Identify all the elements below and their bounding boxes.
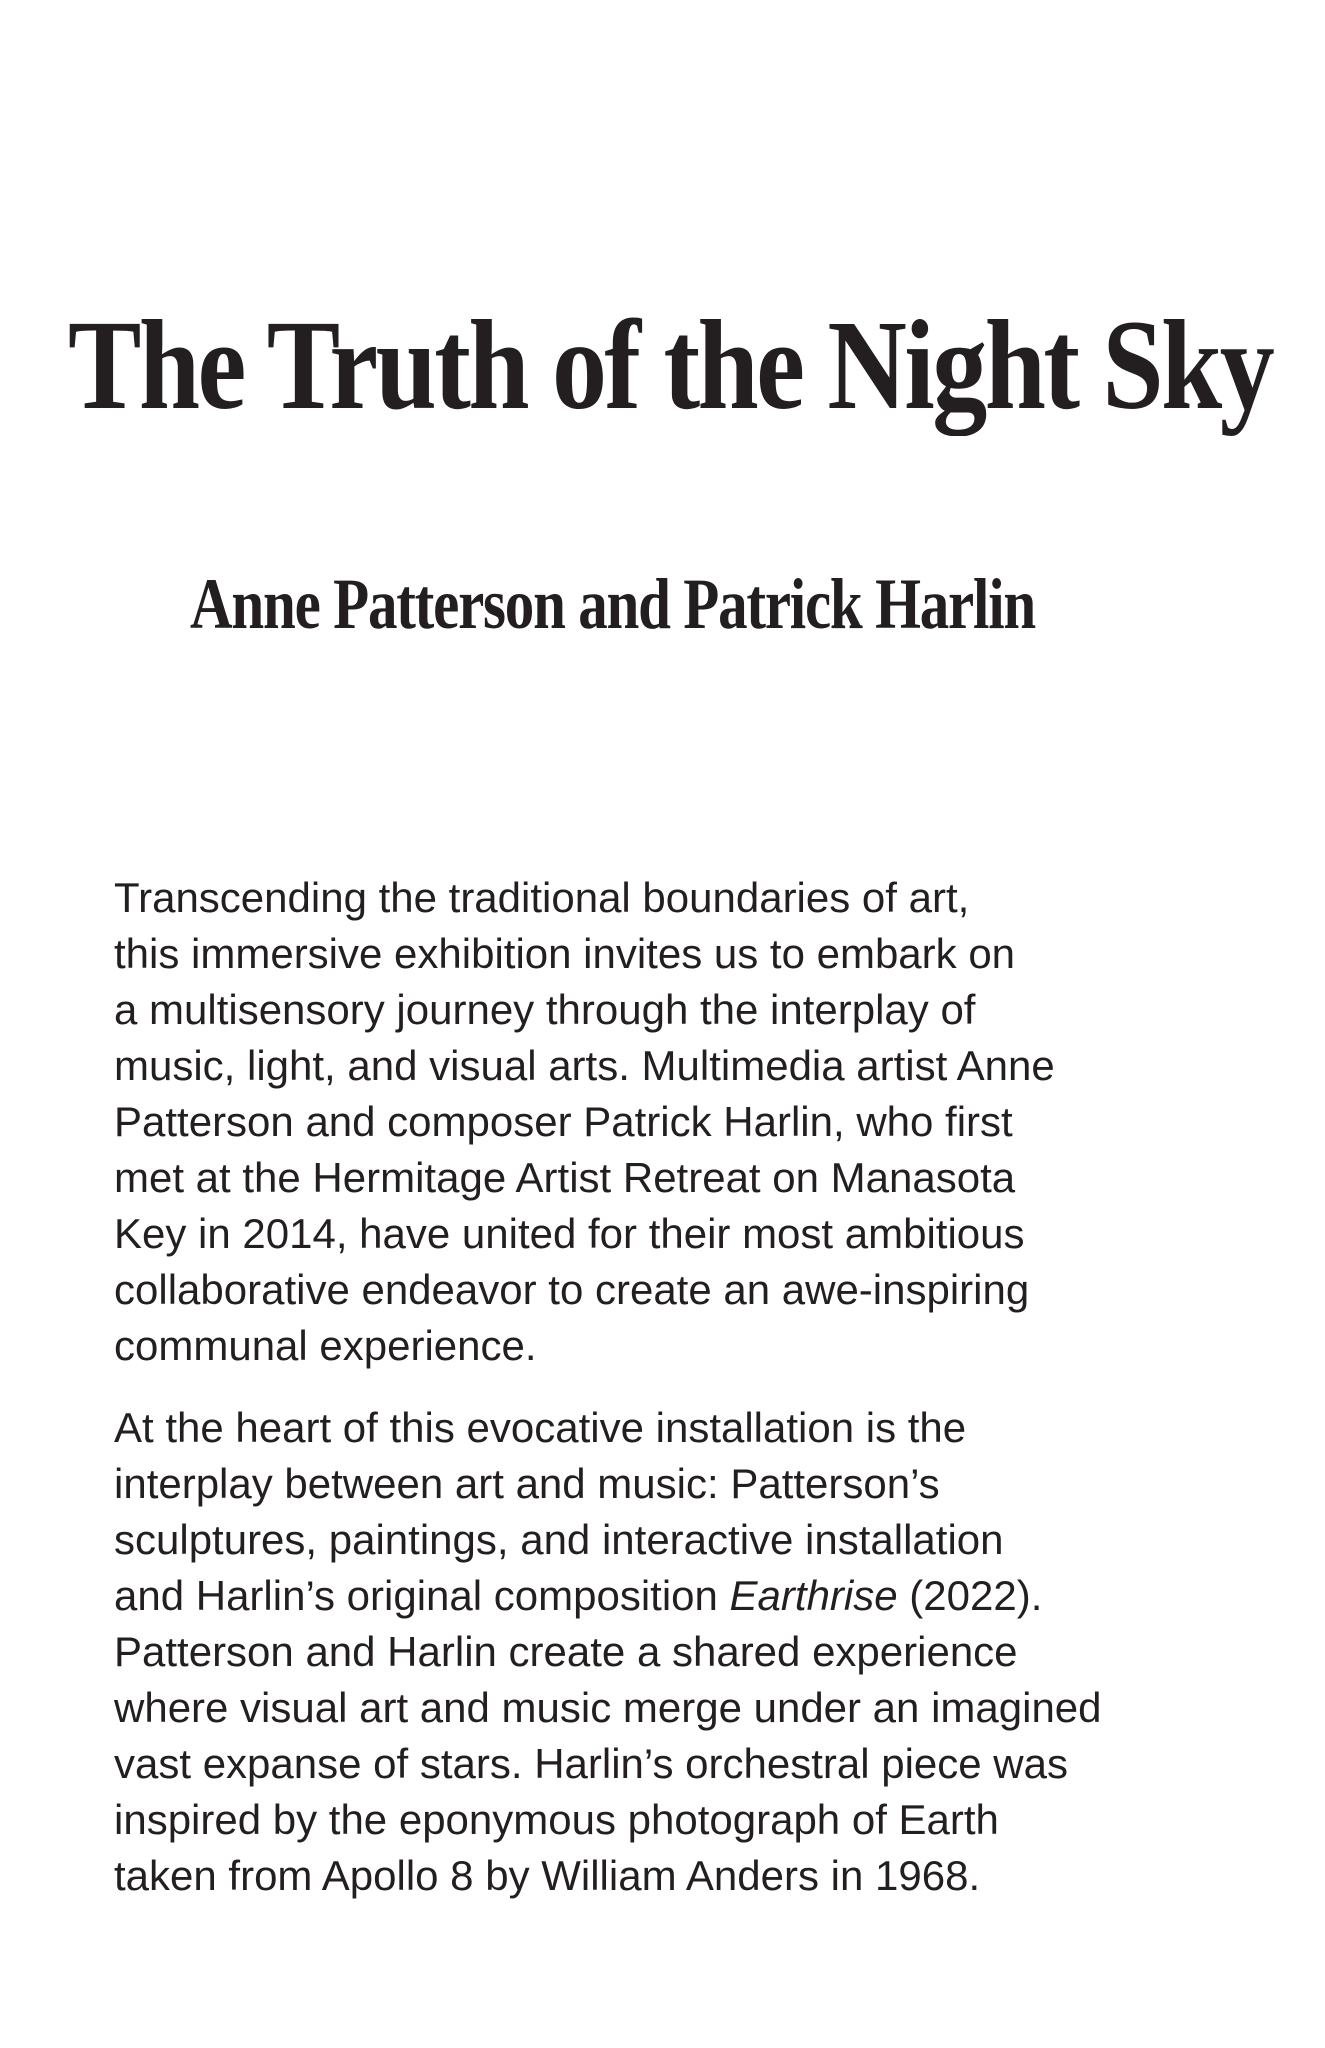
text-line: vast expanse of stars. Harlin’s orchestral piece was xyxy=(114,1740,1068,1787)
text-line: collaborative endeavor to create an awe-inspiring xyxy=(114,1266,1030,1313)
page-title: The Truth of the Night Sky xyxy=(68,294,1273,436)
text-line: sculptures, paintings, and interactive installation xyxy=(114,1516,1004,1563)
text-line: met at the Hermitage Artist Retreat on Manasota xyxy=(114,1154,1016,1201)
text-line: inspired by the eponymous photograph of Earth xyxy=(114,1796,999,1843)
text-line-with-work-title xyxy=(114,1568,1254,1624)
text-line: Transcending the traditional boundaries of art, xyxy=(114,874,970,921)
text-line: music, light, and visual arts. Multimedia artist Anne xyxy=(114,1042,1055,1089)
text-line: Key in 2014, have united for their most ambitious xyxy=(114,1210,1025,1257)
text-line: Patterson and composer Patrick Harlin, who first xyxy=(114,1098,1013,1145)
work-year: (2022). xyxy=(909,1572,1043,1619)
text-line: At the heart of this evocative installation is the xyxy=(114,1404,967,1451)
text-line: this immersive exhibition invites us to embark on xyxy=(114,930,1016,977)
paragraph-1 xyxy=(114,870,1254,1374)
text-line: where visual art and music merge under an imagined xyxy=(114,1684,1102,1731)
body-text xyxy=(114,870,1254,1930)
work-title: Earthrise xyxy=(729,1572,898,1619)
paragraph-2 xyxy=(114,1400,1254,1904)
text-line: and Harlin’s original composition xyxy=(114,1572,718,1619)
text-line: Patterson and Harlin create a shared experience xyxy=(114,1628,1018,1675)
text-line: taken from Apollo 8 by William Anders in 1968. xyxy=(114,1852,981,1899)
text-line: communal experience. xyxy=(114,1322,537,1369)
text-line: a multisensory journey through the interplay of xyxy=(114,986,976,1033)
artist-names: Anne Patterson and Patrick Harlin xyxy=(190,564,1035,644)
text-line: interplay between art and music: Patterson’s xyxy=(114,1460,940,1507)
